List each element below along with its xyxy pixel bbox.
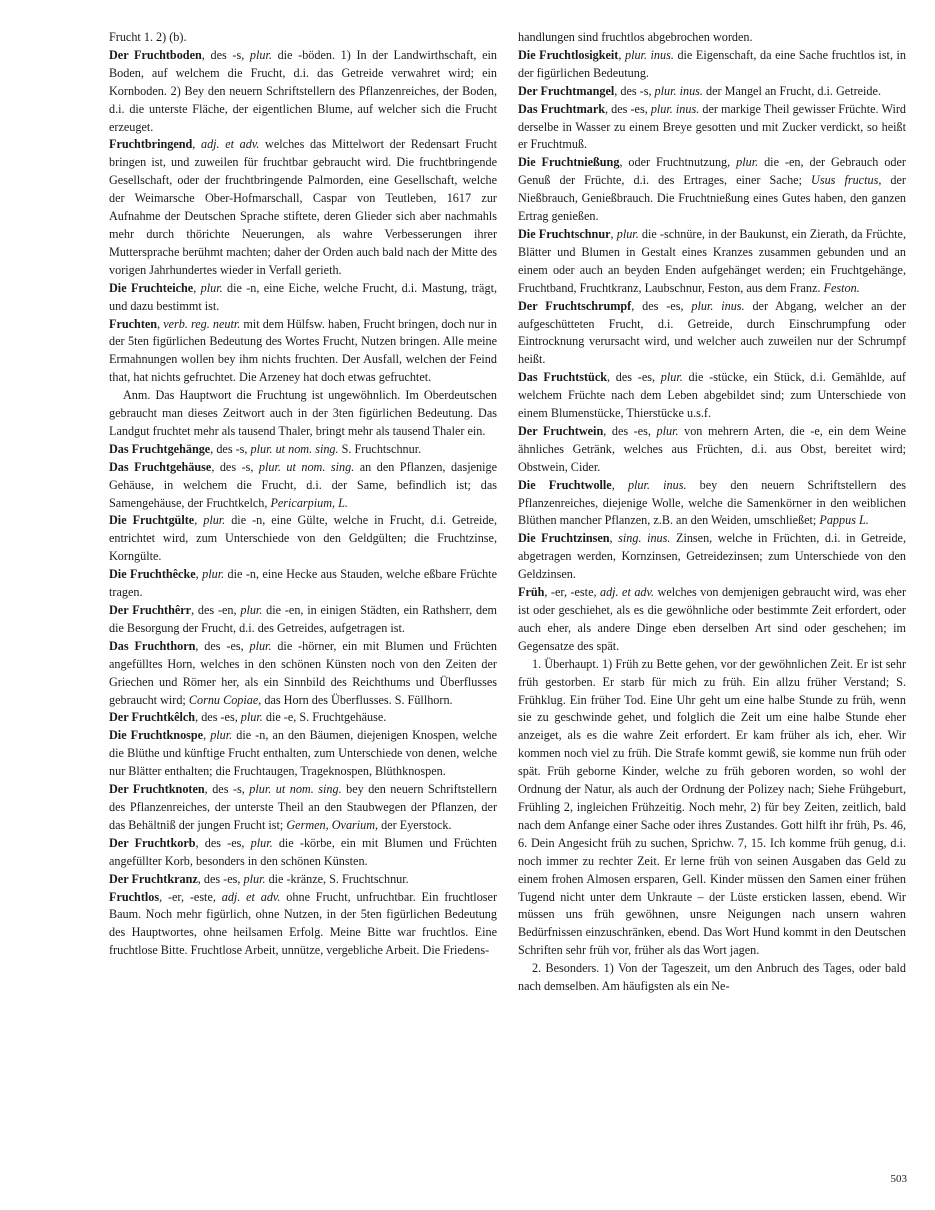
entry-text: die -körbe, ein mit Blumen und Früchten angefüllter Korb, besonders in den schönen Künsten.	[109, 835, 497, 868]
dictionary-entry	[518, 477, 906, 531]
entry-text: Frucht 1. 2) (b).	[109, 30, 187, 44]
headword: Die Fruchtzinsen	[518, 531, 610, 546]
dictionary-entry	[109, 459, 497, 513]
dictionary-entry	[109, 566, 497, 602]
page-number: 503	[890, 1173, 907, 1185]
entry-text: die -schnüre, in der Baukunst, ein Zierath, da Früchte, Blätter und Blumen in Gestalt eines Kranzes zusammen gebunden und an einem oder auch an beyden Enden aufgehänget werden; ein Fruchtgehänge, Fruchtband, Fruchtkranz, Laubschnur, Feston, aus dem Franz.	[518, 226, 907, 295]
grammar-note: Pericarpium, L.	[270, 495, 348, 510]
entry-text: ,	[611, 477, 628, 492]
dictionary-entry	[518, 226, 906, 298]
dictionary-entry	[109, 441, 497, 459]
entry-text: das Horn des Überflusses. S. Füllhorn.	[261, 692, 453, 707]
grammar-note: adj. et adv.	[200, 137, 260, 152]
entry-text: der Mangel an Frucht, d.i. Getreide.	[702, 83, 881, 98]
entry-text: , des -es,	[197, 871, 244, 886]
grammar-note: plur. ut nom. sing.	[250, 441, 339, 456]
entry-text: ,	[192, 137, 201, 152]
dictionary-entry	[109, 781, 497, 835]
headword: Der Fruchtmangel	[518, 83, 615, 98]
dictionary-entry	[109, 136, 497, 279]
entry-text: der Eyerstock.	[378, 817, 452, 832]
dictionary-entry	[109, 602, 497, 638]
headword: Das Fruchthorn	[109, 638, 196, 653]
entry-text: , -er, -este,	[159, 889, 222, 904]
dictionary-entry	[518, 154, 906, 226]
entry-text: , oder Fruchtnutzung,	[619, 155, 737, 170]
entry-text: , des -es,	[603, 423, 657, 438]
headword: Die Fruchtlosigkeit	[518, 47, 619, 62]
grammar-note: plur.	[249, 638, 272, 653]
dictionary-entry	[109, 638, 497, 710]
headword: Die Fruchtnießung	[518, 155, 620, 170]
grammar-note: Cornu Copiae,	[188, 692, 262, 707]
grammar-note: adj. et adv.	[221, 889, 281, 904]
grammar-note: plur.	[240, 710, 263, 725]
entry-text: ,	[193, 280, 201, 295]
headword: Fruchtbringend	[109, 137, 193, 152]
headword: Der Fruchtknoten	[109, 782, 205, 797]
entry-text: , des -s,	[201, 47, 250, 62]
entry-text: welches von demjenigen gebraucht wird, was eher ist oder geschiehet, als es die gewöhnliche oder bestimmte Zeit erfordert, oder auch eher, als andere Dinge eben derselben Art sind oder geschehen; im Gegensatze des spät.	[518, 585, 907, 653]
entry-text: die Eigenschaft, da eine Sache fruchtlos ist, in der figürlichen Bedeutung.	[518, 47, 907, 80]
entry-text: ,	[157, 316, 164, 331]
entry-text: von mehrern Arten, die -e, ein dem Weine ähnliches Getränk, welches aus Früchten, d.i. aus Obst, bereitet wird; Obstwein, Cider.	[518, 423, 907, 474]
dictionary-entry	[109, 709, 497, 727]
headword: Die Fruchthêcke	[109, 567, 196, 582]
headword: Der Fruchthêrr	[109, 603, 192, 617]
dictionary-entry	[109, 871, 497, 889]
entry-text: , des -es,	[607, 370, 661, 385]
grammar-note: plur. inus.	[691, 298, 745, 313]
entry-text: die -en, in einigen Städten, ein Rathsherr, dem die Besorgung der Frucht, d.i. des Getreides, aufgetragen ist.	[109, 603, 497, 635]
grammar-note: plur. inus.	[624, 47, 674, 62]
entry-text: der markige Theil gewisser Früchte. Wird derselbe in Wasser zu einem Breye gesotten und mit Zucker verdickt, so heißt er Fruchtmuß.	[518, 101, 906, 152]
grammar-note: plur.	[249, 47, 272, 62]
entry-text: welches das Mittelwort der Redensart Frucht bringen ist, und zuweilen für fruchtbar gebraucht wird. Die fruchtbringende Gesellschaft, oder der fruchtbringende Palmorden, eine Gesellschaft, welche der Weimarsche Ober-Hofmarschall, Caspar von Teutleben, 1617 zur Aufnahme der Deutschen Sprache stiftete, deren Glieder sich aber nachmahls mehr durch thörichte Neuerungen, als wahre Verbesserungen ihrer Muttersprache berühmt machten; daher der Orden auch bald nach der Mitte des vorigen Jahrhundertes wieder in Verfall gerieth.	[109, 137, 497, 277]
entry-text: handlungen sind fruchtlos abgebrochen worden.	[518, 30, 753, 44]
entry-subparagraph	[109, 387, 497, 441]
entry-text: , des -es,	[605, 101, 651, 116]
entry-text: die -n, eine Eiche, welche Frucht, d.i. Mastung, trägt, und dazu bestimmt ist.	[109, 280, 497, 313]
entry-text: die -n, an den Bäumen, diejenigen Knospen, welche die Blüthe und künftige Frucht enthalten, zum Unterschiede von denen, welche nur Blätter enthalten; die Fruchtaugen, Trageknospen, Blüthknospen.	[109, 728, 497, 779]
grammar-note: sing. inus.	[618, 531, 671, 546]
right-column	[518, 29, 906, 996]
entry-text: ,	[203, 728, 211, 743]
dictionary-entry	[109, 280, 497, 316]
entry-text: 2. Besonders. 1) Von der Tageszeit, um den Anbruch des Tages, oder bald nach demselben. Am häufigsten als ein Ne-	[518, 961, 906, 994]
headword: Der Fruchtschrumpf	[518, 298, 632, 313]
dictionary-entry	[518, 29, 906, 47]
grammar-note: plur.	[736, 155, 759, 170]
grammar-note: plur. inus.	[627, 477, 687, 492]
headword: Der Fruchtkorb	[109, 835, 196, 850]
entry-text: bey den neuern Schriftstellern des Pflanzenreiches, der unterste Theil an den Staubwegen der Pflanzen, der das Behältniß der jungen Frucht ist;	[109, 782, 497, 832]
entry-text: die -n, eine Gülte, welche in Frucht, d.i. Getreide, entrichtet wird, zum Unterschiede von den Geldgülten; die Fruchtzinse, Korngülte.	[109, 513, 497, 564]
dictionary-entry	[109, 316, 497, 388]
dictionary-entry	[518, 83, 906, 101]
grammar-note: plur.	[656, 423, 679, 438]
headword: Der Fruchtkranz	[109, 871, 198, 886]
entry-text: die -stücke, ein Stück, d.i. Gemählde, auf welchem Früchte nach dem Leben abgebildet sind; zum Unterschiede von einem Blumenstücke, Thierstücke u.s.f.	[518, 370, 906, 421]
headword: Die Fruchtgülte	[109, 513, 195, 528]
dictionary-entry	[109, 47, 497, 137]
headword: Der Fruchtboden	[109, 47, 202, 62]
entry-text: ,	[609, 531, 619, 546]
dictionary-entry	[518, 423, 906, 477]
grammar-note: plur.	[250, 835, 273, 850]
headword: Die Fruchtwolle	[518, 477, 612, 492]
headword: Das Fruchtgehäuse	[109, 459, 212, 474]
headword: Fruchtlos	[109, 889, 160, 904]
grammar-note: plur.	[616, 226, 639, 241]
dictionary-entry	[518, 584, 906, 656]
dictionary-entry	[518, 101, 906, 155]
headword: Die Fruchtknospe	[109, 728, 204, 743]
dictionary-entry	[109, 512, 497, 566]
entry-text: die -kränze, S. Fruchtschnur.	[265, 871, 409, 886]
dictionary-entry	[518, 530, 906, 584]
dictionary-entry	[109, 29, 497, 47]
entry-text: , des -s,	[211, 459, 259, 474]
entry-text: an den Pflanzen, dasjenige Gehäuse, in welchem die Frucht, d.i. der Same, befindlich ist; das Samengehäuse, der Fruchtkelch,	[109, 459, 497, 510]
entry-subparagraph	[518, 656, 906, 960]
entry-text: Anm. Das Hauptwort die Fruchtung ist ungewöhnlich. Im Oberdeutschen gebraucht man dieses Zeitwort auch in der 3ten figürlichen Bedeutung. Das Landgut fruchtet mehr als tausend Thaler, bringt mehr als tausend Thaler ein.	[109, 388, 497, 438]
grammar-note: plur.	[660, 370, 683, 385]
entry-text: , des -es,	[195, 710, 241, 725]
grammar-note: plur. inus.	[654, 83, 703, 98]
entry-text: , -er, -este,	[544, 585, 600, 600]
entry-text: S. Fruchtschnur.	[338, 441, 422, 456]
headword: Das Fruchtmark	[518, 101, 606, 116]
grammar-note: plur.	[203, 513, 226, 528]
grammar-note: verb. reg. neutr.	[163, 316, 241, 331]
headword: Die Fruchteiche	[109, 280, 194, 295]
entry-text: ,	[195, 567, 203, 582]
headword: Der Fruchtwein	[518, 423, 604, 438]
entry-text: 1. Überhaupt. 1) Früh zu Bette gehen, vor der gewöhnlichen Zeit. Er ist sehr früh gestorben. Er starb für mich zu früh. Ein allzu früher Verstand; S. Frühklug. Ein früher Tod. Eine Uhr geht um eine halbe Stunde zu früh, wenn sie zu geschwinde gehet, und folglich die Zeit um eine halbe Stunde eher anzeiget, als es die wahre Zeit erfordert. Er kam früher als ich, eher. Wir kommen noch viel zu früh. Die Strafe kommt gewiß, sie komme nun früh oder spät. Früh geborne Kinder, welche zu früh geboren worden, so wohl der Ordnung der Natur, als auch der Ordnung der Polizey nach; Siehe Frühgeburt, Frühling 2, ingleichen Frühzeitig. Noch mehr, 2) für bey Zeiten, zeitlich, bald nach dem Anfange einer Sache oder ihres Zustandes. Gott hilft ihr früh, Ps. 46, 6. Dein Angesicht früh zu suchen, Sprichw. 7, 15. Ich komme früh genug, d.i. noch immer zu rechter Zeit. Er lerne früh von seinen Ausgaben das Geld zu einem frohen Almosen ersparen, Gell. Kinder müssen den Samen einer frühen Tugend nicht unter dem Unkraute – der Lüste ersticken lassen, ebend. Wir müssen uns früh gewöhnen, unsre Neigungen nach unsern wahren Bedürfnissen einzuschränken, ebend. Das Wort Hund kommt in den Deutschen Schriften sehr früh vor, früher als das Wort jagen.	[518, 656, 906, 958]
entry-text: , des -s,	[204, 782, 250, 797]
entry-subparagraph	[518, 960, 906, 996]
entry-text: bey den neuern Schriftstellern des Pflanzenreiches, diejenige Wolle, welche die Samenkörner in den weiblichen Blüthen mancher Pflanzen, z.B. an den Weiden, umschließet;	[518, 477, 906, 528]
entry-text: ,	[618, 47, 625, 62]
entry-text: , des -en,	[191, 603, 241, 617]
entry-text: die -böden. 1) In der Landwirthschaft, ein Boden, auf welchem die Frucht, d.i. das Getreide verwahret wird; ein Kornboden. 2) Bey den neuern Schriftstellern des Pflanzenreiches, der Boden, d.i. die unterste Fläche, der eigentlichen Blume, auf welcher sich die Frucht erzeuget.	[109, 47, 497, 134]
entry-text: , des -es,	[195, 835, 251, 850]
left-column	[109, 29, 497, 960]
headword: Früh	[518, 585, 545, 600]
grammar-note: plur.	[202, 567, 225, 582]
grammar-note: plur. inus.	[650, 101, 700, 116]
entry-text: Zinsen, welche in Früchten, d.i. in Getreide, abgetragen werden, Kornzinsen, Getreidezinsen; zum Unterschiede von den Geldzinsen.	[518, 531, 906, 582]
dictionary-entry	[109, 889, 497, 961]
grammar-note: Feston.	[823, 280, 860, 295]
grammar-note: plur.	[200, 280, 223, 295]
grammar-note: Pappus L.	[819, 513, 869, 528]
headword: Der Fruchtkêlch	[109, 710, 196, 725]
headword: Das Fruchtstück	[518, 370, 608, 385]
entry-text: der Nießbrauch, Genießbrauch. Die Fruchtnießung eines Gutes haben, den ganzen Ertrag genießen.	[518, 173, 906, 224]
grammar-note: Germen, Ovarium,	[286, 817, 379, 832]
entry-text: , des -s,	[614, 83, 655, 98]
grammar-note: plur.	[240, 603, 263, 617]
headword: Das Fruchtgehänge	[109, 441, 211, 456]
headword: Fruchten	[109, 316, 158, 331]
entry-text: mit dem Hülfsw. haben, Frucht bringen, doch nur in der 5ten figürlichen Bedeutung des Wortes Frucht, Nutzen bringen. Alle meine Ermahnungen wollen bey ihm nichts fruchten. Der Ausfall, welchen der Feind that, hat nichts gefruchtet. Die Arzeney hat doch etwas gefruchtet.	[109, 316, 497, 385]
entry-text: die -n, eine Hecke aus Stauden, welche eßbare Früchte tragen.	[109, 567, 498, 600]
grammar-note: plur.	[243, 871, 266, 886]
dictionary-entry	[518, 298, 906, 370]
grammar-note: plur. ut nom. sing.	[258, 459, 355, 474]
entry-text: ,	[194, 513, 204, 528]
grammar-note: plur.	[210, 728, 233, 743]
entry-text: , des -es,	[195, 638, 250, 653]
grammar-note: Usus fructus,	[811, 173, 882, 188]
entry-text: ,	[610, 226, 617, 241]
dictionary-entry	[109, 727, 497, 781]
entry-text: der Abgang, welcher an der aufgeschütteten Frucht, d.i. Getreide, durch Einschrumpfung oder Eintrocknung verursacht wird, und welcher auch zuweilen nur der Schrumpf heißt.	[518, 298, 907, 367]
entry-text: die -e, S. Fruchtgehäuse.	[262, 710, 387, 725]
entry-text: , des -s,	[210, 441, 251, 456]
dictionary-entry	[109, 835, 497, 871]
entry-text: , des -es,	[631, 298, 692, 313]
entry-text: ohne Frucht, unfruchtbar. Ein fruchtloser Baum. Noch mehr figürlich, ohne Nutzen, in der 5ten figürlichen Bedeutung des Hauptwortes, ohne heilsamen Erfolg. Meine Bitte war fruchtlos. Eine fruchtlose Bitte. Fruchtlose Arbeit, unnütze, vergebliche Arbeit. Die Friedens-	[109, 889, 498, 958]
grammar-note: plur. ut nom. sing.	[249, 782, 342, 797]
dictionary-entry	[518, 47, 906, 83]
dictionary-entry	[518, 369, 906, 423]
grammar-note: adj. et adv.	[599, 585, 655, 600]
entry-text: die -en, der Gebrauch oder Genuß der Früchte, d.i. des Ertrages, einer Sache;	[518, 155, 906, 188]
headword: Die Fruchtschnur	[518, 226, 611, 241]
entry-text: die -hörner, ein mit Blumen und Früchten angefülltes Horn, welches in den schönen Künsten noch von den Zeiten der Griechen und Römer her, als ein Sinnbild des Reichthums und Überflusses gebraucht wird;	[109, 638, 497, 707]
